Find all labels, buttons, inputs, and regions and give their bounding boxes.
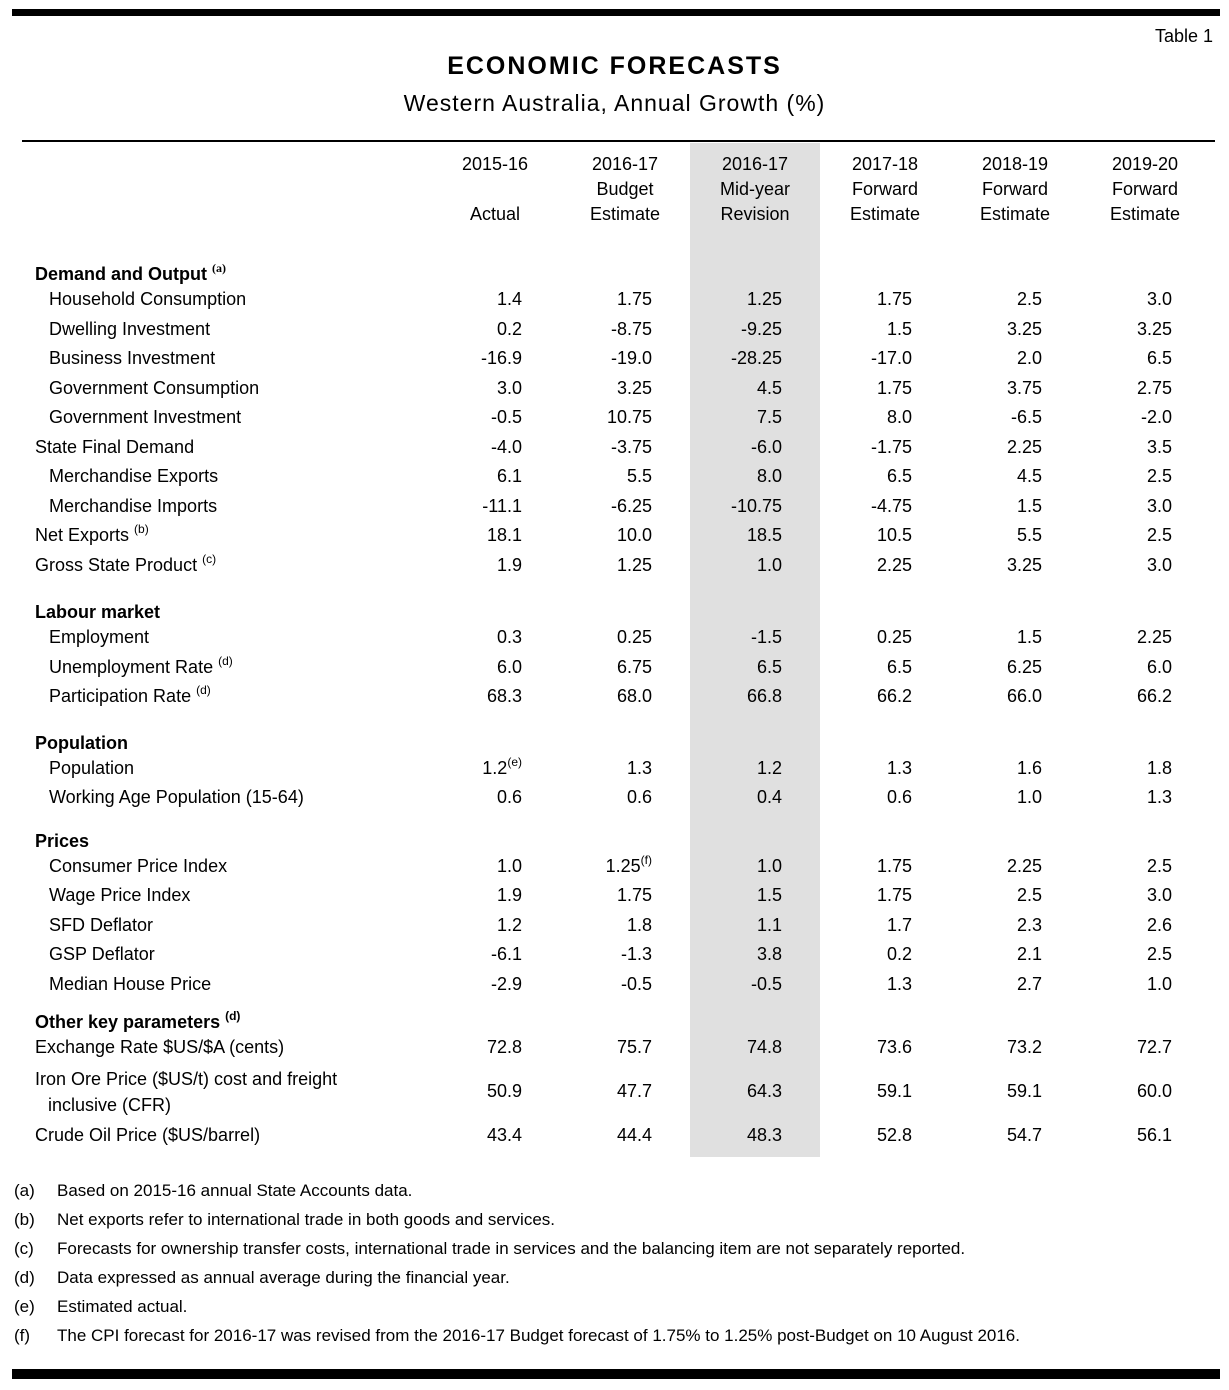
value-cell: 44.4 [616, 1124, 652, 1145]
footnote-marker-sup: (d) [225, 1009, 241, 1023]
footnote-marker-sup: (c) [202, 551, 217, 566]
section-header-row [22, 227, 1210, 285]
table-row [22, 462, 1210, 492]
value-cell: 73.6 [876, 1037, 912, 1058]
value-cell: 0.3 [496, 627, 522, 648]
footnote-marker: (b) [14, 1210, 35, 1229]
row-label: Merchandise Imports [49, 495, 218, 516]
table-row [22, 754, 1210, 784]
table-row [22, 374, 1210, 404]
table-row [22, 623, 1210, 653]
value-cell: 6.0 [496, 656, 522, 677]
value-cell: 10.0 [616, 525, 652, 546]
row-label: Business Investment [49, 348, 216, 369]
value-cell: 1.5 [756, 885, 782, 906]
value-cell: 52.8 [876, 1124, 912, 1145]
section-header-label: Population [35, 732, 128, 753]
column-header-line: 2017-18 [851, 154, 919, 174]
column-header-line: 2015-16 [461, 154, 529, 174]
row-label: Iron Ore Price ($US/t) cost and freight inclusive (CFR) [22, 1063, 430, 1121]
value-cell: 1.9 [496, 885, 522, 906]
table-row [22, 653, 1210, 683]
value-cell: -1.3 [620, 944, 652, 965]
value-cell: 2.75 [1136, 377, 1172, 398]
value-cell: -0.5 [490, 407, 522, 428]
footnote-text: Net exports refer to international trade in both goods and services. [57, 1210, 556, 1229]
table-row [22, 315, 1210, 345]
value-cell: 1.25 [616, 554, 652, 575]
value-cell: 2.5 [1016, 289, 1042, 310]
value-cell: 3.75 [1006, 377, 1042, 398]
table-row [22, 970, 1210, 1000]
row-label: Wage Price Index [49, 885, 191, 906]
value-cell: -0.5 [620, 973, 652, 994]
value-cell: 1.5 [1016, 495, 1042, 516]
table-row [22, 521, 1210, 551]
column-header [1080, 148, 1210, 227]
value-cell: 8.0 [756, 466, 782, 487]
value-cell: 3.0 [1146, 495, 1172, 516]
footnote-text: Estimated actual. [57, 1297, 188, 1316]
footnote-text: The CPI forecast for 2016-17 was revised from the 2016-17 Budget forecast of 1.75% to 1.25% post-Budget on 10 August 2016. [57, 1326, 1020, 1345]
table-row [22, 1033, 1210, 1063]
value-cell: 3.25 [616, 377, 652, 398]
value-cell: -16.9 [480, 348, 522, 369]
footnote-marker-sup: (d) [196, 683, 211, 698]
column-header-line [430, 177, 560, 202]
value-cell: 1.9 [496, 554, 522, 575]
footnote-item [14, 1292, 1219, 1321]
value-cell: 1.4 [496, 289, 522, 310]
value-cell: 2.7 [1016, 973, 1042, 994]
footnote-text: Based on 2015-16 annual State Accounts data. [57, 1181, 413, 1200]
value-cell: -17.0 [870, 348, 912, 369]
footnotes [14, 1176, 1219, 1350]
column-header [430, 148, 560, 227]
value-cell: 10.5 [876, 525, 912, 546]
value-cell: 66.2 [1136, 686, 1172, 707]
row-label: Population [49, 757, 135, 778]
row-label: Gross State Product $^{(c)}$ [35, 551, 217, 575]
value-cell: 1.5 [1016, 627, 1042, 648]
value-cell: 1.2$^{(e)}$ [482, 754, 522, 778]
value-cell: 1.7 [886, 914, 912, 935]
footnote-item [14, 1176, 1219, 1205]
column-header-line: 2016-17 [591, 154, 659, 174]
value-cell: 1.2 [496, 914, 522, 935]
value-cell: 2.1 [1016, 944, 1042, 965]
value-cell: 6.75 [616, 656, 652, 677]
value-cell: 2.25 [876, 554, 912, 575]
table-row [22, 881, 1210, 911]
value-cell: 2.6 [1146, 914, 1172, 935]
table-row [22, 403, 1210, 433]
value-cell: 6.5 [756, 656, 782, 677]
value-cell: 1.1 [756, 914, 782, 935]
value-cell: -9.25 [740, 318, 782, 339]
value-cell: 0.4 [756, 787, 782, 808]
row-label: Participation Rate $^{(d)}$ [49, 683, 211, 707]
footnote-marker: (f) [14, 1326, 31, 1345]
value-cell: -8.75 [610, 318, 652, 339]
footnote-marker-sup: (a) [212, 261, 226, 275]
value-cell: 3.25 [1136, 318, 1172, 339]
table-row [22, 492, 1210, 522]
row-label: Crude Oil Price ($US/barrel) [35, 1124, 261, 1145]
value-cell: 0.6 [496, 787, 522, 808]
value-cell: 64.3 [746, 1081, 782, 1101]
row-label: Consumer Price Index [49, 855, 228, 876]
table-row [22, 940, 1210, 970]
row-label-line2: inclusive (CFR) [48, 1094, 172, 1115]
footnote-item [14, 1205, 1219, 1234]
value-cell: 43.4 [486, 1124, 522, 1145]
footnote-marker: (d) [14, 1268, 35, 1287]
value-cell: 66.0 [1006, 686, 1042, 707]
footnote-marker: (a) [14, 1181, 35, 1200]
value-cell: 3.0 [496, 377, 522, 398]
footnote-item [14, 1263, 1219, 1292]
table-row [22, 551, 1210, 581]
row-label: Exchange Rate $US/$A (cents) [35, 1037, 285, 1058]
row-label: Median House Price [49, 973, 212, 994]
value-cell: 1.75 [616, 289, 652, 310]
value-cell: 18.1 [486, 525, 522, 546]
table-body [22, 227, 1210, 1150]
value-cell: 1.0 [1146, 973, 1172, 994]
top-border-bar [12, 9, 1220, 16]
header-rule [22, 140, 1215, 142]
row-label: Employment [49, 627, 150, 648]
column-header-line: Estimate [1109, 204, 1181, 224]
section-header-label: Prices [35, 830, 90, 851]
value-cell: 1.75 [616, 885, 652, 906]
value-cell: 4.5 [1016, 466, 1042, 487]
value-cell: 1.8 [1146, 757, 1172, 778]
column-header-line: 2016-17 [721, 154, 789, 174]
column-headers [22, 148, 1210, 227]
row-label: Household Consumption [49, 289, 247, 310]
value-cell: 1.5 [886, 318, 912, 339]
value-cell: 1.75 [876, 377, 912, 398]
footnote-marker-sup: (d) [218, 653, 233, 668]
value-cell: 0.6 [886, 787, 912, 808]
column-header-line: Forward [851, 179, 918, 199]
bottom-border-bar [12, 1369, 1220, 1379]
row-label: GSP Deflator [49, 944, 155, 965]
value-cell: -6.5 [1010, 407, 1042, 428]
value-cell: 68.0 [616, 686, 652, 707]
value-cell: -2.0 [1140, 407, 1172, 428]
value-cell: 7.5 [756, 407, 782, 428]
value-cell: 1.0 [1016, 787, 1042, 808]
table-row [22, 783, 1210, 813]
value-cell: -3.75 [610, 436, 652, 457]
value-cell: 1.6 [1016, 757, 1042, 778]
section-header-label: Demand and Output $^{(a)}$ [35, 261, 226, 284]
forecast-table [22, 148, 1210, 1150]
row-label: Working Age Population (15-64) [49, 787, 304, 808]
section-header-row [22, 813, 1210, 852]
column-header-line: 2019-20 [1111, 154, 1179, 174]
value-cell: 6.0 [1146, 656, 1172, 677]
value-cell: 1.3 [626, 757, 652, 778]
value-cell: 2.5 [1146, 525, 1172, 546]
table-row [22, 285, 1210, 315]
table-row [22, 433, 1210, 463]
row-label: Government Consumption [49, 377, 260, 398]
value-cell: 66.8 [746, 686, 782, 707]
column-header-line: Forward [1111, 179, 1178, 199]
value-cell: 1.75 [876, 885, 912, 906]
column-header-line: Estimate [849, 204, 921, 224]
value-cell: -4.75 [870, 495, 912, 516]
value-cell: 2.5 [1146, 855, 1172, 876]
column-header-line: Estimate [589, 204, 661, 224]
value-cell: -10.75 [730, 495, 782, 516]
footnote-marker: (c) [14, 1239, 34, 1258]
section-header-label: Labour market [35, 602, 161, 622]
value-cell: 1.3 [1146, 787, 1172, 808]
row-label: State Final Demand [35, 436, 195, 457]
value-cell: 2.5 [1146, 466, 1172, 487]
column-header-line: Actual [469, 204, 521, 224]
column-header-line: Budget [596, 179, 654, 199]
value-cell: 1.75 [876, 289, 912, 310]
row-label-header [22, 148, 430, 227]
value-cell: 59.1 [876, 1081, 912, 1101]
value-cell: 3.0 [1146, 289, 1172, 310]
value-cell: -1.75 [870, 436, 912, 457]
column-header-line: 2018-19 [981, 154, 1049, 174]
value-cell: 6.5 [886, 656, 912, 677]
column-header [560, 148, 690, 227]
value-cell: 72.7 [1136, 1037, 1172, 1058]
row-label: SFD Deflator [49, 914, 154, 935]
value-cell: 72.8 [486, 1037, 522, 1058]
table-row [22, 852, 1210, 882]
value-cell: 1.25 [746, 289, 782, 310]
section-header-row [22, 580, 1210, 623]
value-cell: 0.25 [616, 627, 652, 648]
value-cell: -6.25 [610, 495, 652, 516]
value-cell: 6.25 [1006, 656, 1042, 677]
footnote-text: Forecasts for ownership transfer costs, international trade in services and the balancing item are not separately reported. [57, 1239, 966, 1258]
value-cell: 3.25 [1006, 318, 1042, 339]
value-cell: 4.5 [756, 377, 782, 398]
value-cell: 2.5 [1016, 885, 1042, 906]
value-cell: 1.25$^{(f)}$ [605, 852, 652, 876]
value-cell: 0.2 [496, 318, 522, 339]
value-cell: -28.25 [730, 348, 782, 369]
page-title: ECONOMIC FORECASTS [447, 52, 782, 80]
value-cell: 2.25 [1136, 627, 1172, 648]
value-cell: -6.0 [750, 436, 782, 457]
value-cell: 3.25 [1006, 554, 1042, 575]
value-cell: 2.25 [1006, 436, 1042, 457]
value-cell: 18.5 [746, 525, 782, 546]
row-label: Merchandise Exports [49, 466, 219, 487]
column-header-line: Mid-year [719, 179, 790, 199]
value-cell: 48.3 [746, 1124, 782, 1145]
section-header-label: Other key parameters $^{(d)}$ [35, 1009, 241, 1032]
value-cell: -4.0 [490, 436, 522, 457]
value-cell: 3.8 [756, 944, 782, 965]
value-cell: -19.0 [610, 348, 652, 369]
table-row [22, 682, 1210, 712]
footnote-marker: (e) [14, 1297, 35, 1316]
value-cell: -11.1 [482, 495, 522, 516]
value-cell: 1.8 [626, 914, 652, 935]
row-label: Government Investment [49, 407, 242, 428]
value-cell: 6.1 [496, 466, 522, 487]
column-header-line: Revision [720, 204, 790, 224]
value-cell: -6.1 [490, 944, 522, 965]
value-cell: 1.0 [756, 855, 782, 876]
value-cell: 50.9 [486, 1081, 522, 1101]
footnote-item [14, 1234, 1219, 1263]
value-cell: -2.9 [490, 973, 522, 994]
value-cell: 56.1 [1136, 1124, 1172, 1145]
value-cell: 59.1 [1006, 1081, 1042, 1101]
row-label: Unemployment Rate $^{(d)}$ [49, 653, 233, 677]
header-row [22, 148, 1210, 227]
section-header-row [22, 999, 1210, 1033]
forecast-table-area [22, 148, 1215, 1150]
page-subtitle: Western Australia, Annual Growth (%) [403, 90, 826, 116]
value-cell: 3.5 [1146, 436, 1172, 457]
footnote-text: Data expressed as annual average during the financial year. [57, 1268, 510, 1287]
value-cell: 5.5 [1016, 525, 1042, 546]
value-cell: 0.2 [886, 944, 912, 965]
value-cell: 0.6 [626, 787, 652, 808]
value-cell: 66.2 [876, 686, 912, 707]
table-row [22, 1063, 1210, 1121]
value-cell: 2.0 [1016, 348, 1042, 369]
value-cell: 0.25 [876, 627, 912, 648]
value-cell: 73.2 [1006, 1037, 1042, 1058]
value-cell: 1.2 [756, 757, 782, 778]
footnote-marker-sup: (b) [134, 522, 149, 537]
column-header [690, 148, 820, 227]
table-row [22, 911, 1210, 941]
section-header-row [22, 712, 1210, 754]
value-cell: 54.7 [1006, 1124, 1042, 1145]
value-cell: 1.0 [756, 554, 782, 575]
value-cell: 75.7 [616, 1037, 652, 1058]
column-header-line: Forward [981, 179, 1048, 199]
row-label: Dwelling Investment [49, 318, 211, 339]
table-number: Table 1 [1154, 26, 1213, 46]
table-row [22, 344, 1210, 374]
footnote-marker-sup: (e) [507, 754, 522, 769]
value-cell: 6.5 [886, 466, 912, 487]
value-cell: 6.5 [1146, 348, 1172, 369]
value-cell: 1.75 [876, 855, 912, 876]
value-cell: 1.0 [496, 855, 522, 876]
value-cell: 3.0 [1146, 554, 1172, 575]
value-cell: -1.5 [750, 627, 782, 648]
value-cell: 10.75 [606, 407, 652, 428]
value-cell: 68.3 [486, 686, 522, 707]
value-cell: 2.5 [1146, 944, 1172, 965]
column-header [820, 148, 950, 227]
value-cell: -0.5 [750, 973, 782, 994]
footnote-marker-sup: (f) [640, 852, 652, 867]
column-header-line: Estimate [979, 204, 1051, 224]
value-cell: 60.0 [1136, 1081, 1172, 1101]
value-cell: 8.0 [886, 407, 912, 428]
value-cell: 2.25 [1006, 855, 1042, 876]
footnote-item [14, 1321, 1219, 1350]
row-label: Net Exports $^{(b)}$ [35, 522, 149, 546]
value-cell: 1.3 [886, 973, 912, 994]
table-row [22, 1121, 1210, 1151]
column-header [950, 148, 1080, 227]
value-cell: 5.5 [626, 466, 652, 487]
value-cell: 74.8 [746, 1037, 782, 1058]
value-cell: 3.0 [1146, 885, 1172, 906]
value-cell: 1.3 [886, 757, 912, 778]
value-cell: 47.7 [616, 1081, 652, 1101]
value-cell: 2.3 [1016, 914, 1042, 935]
